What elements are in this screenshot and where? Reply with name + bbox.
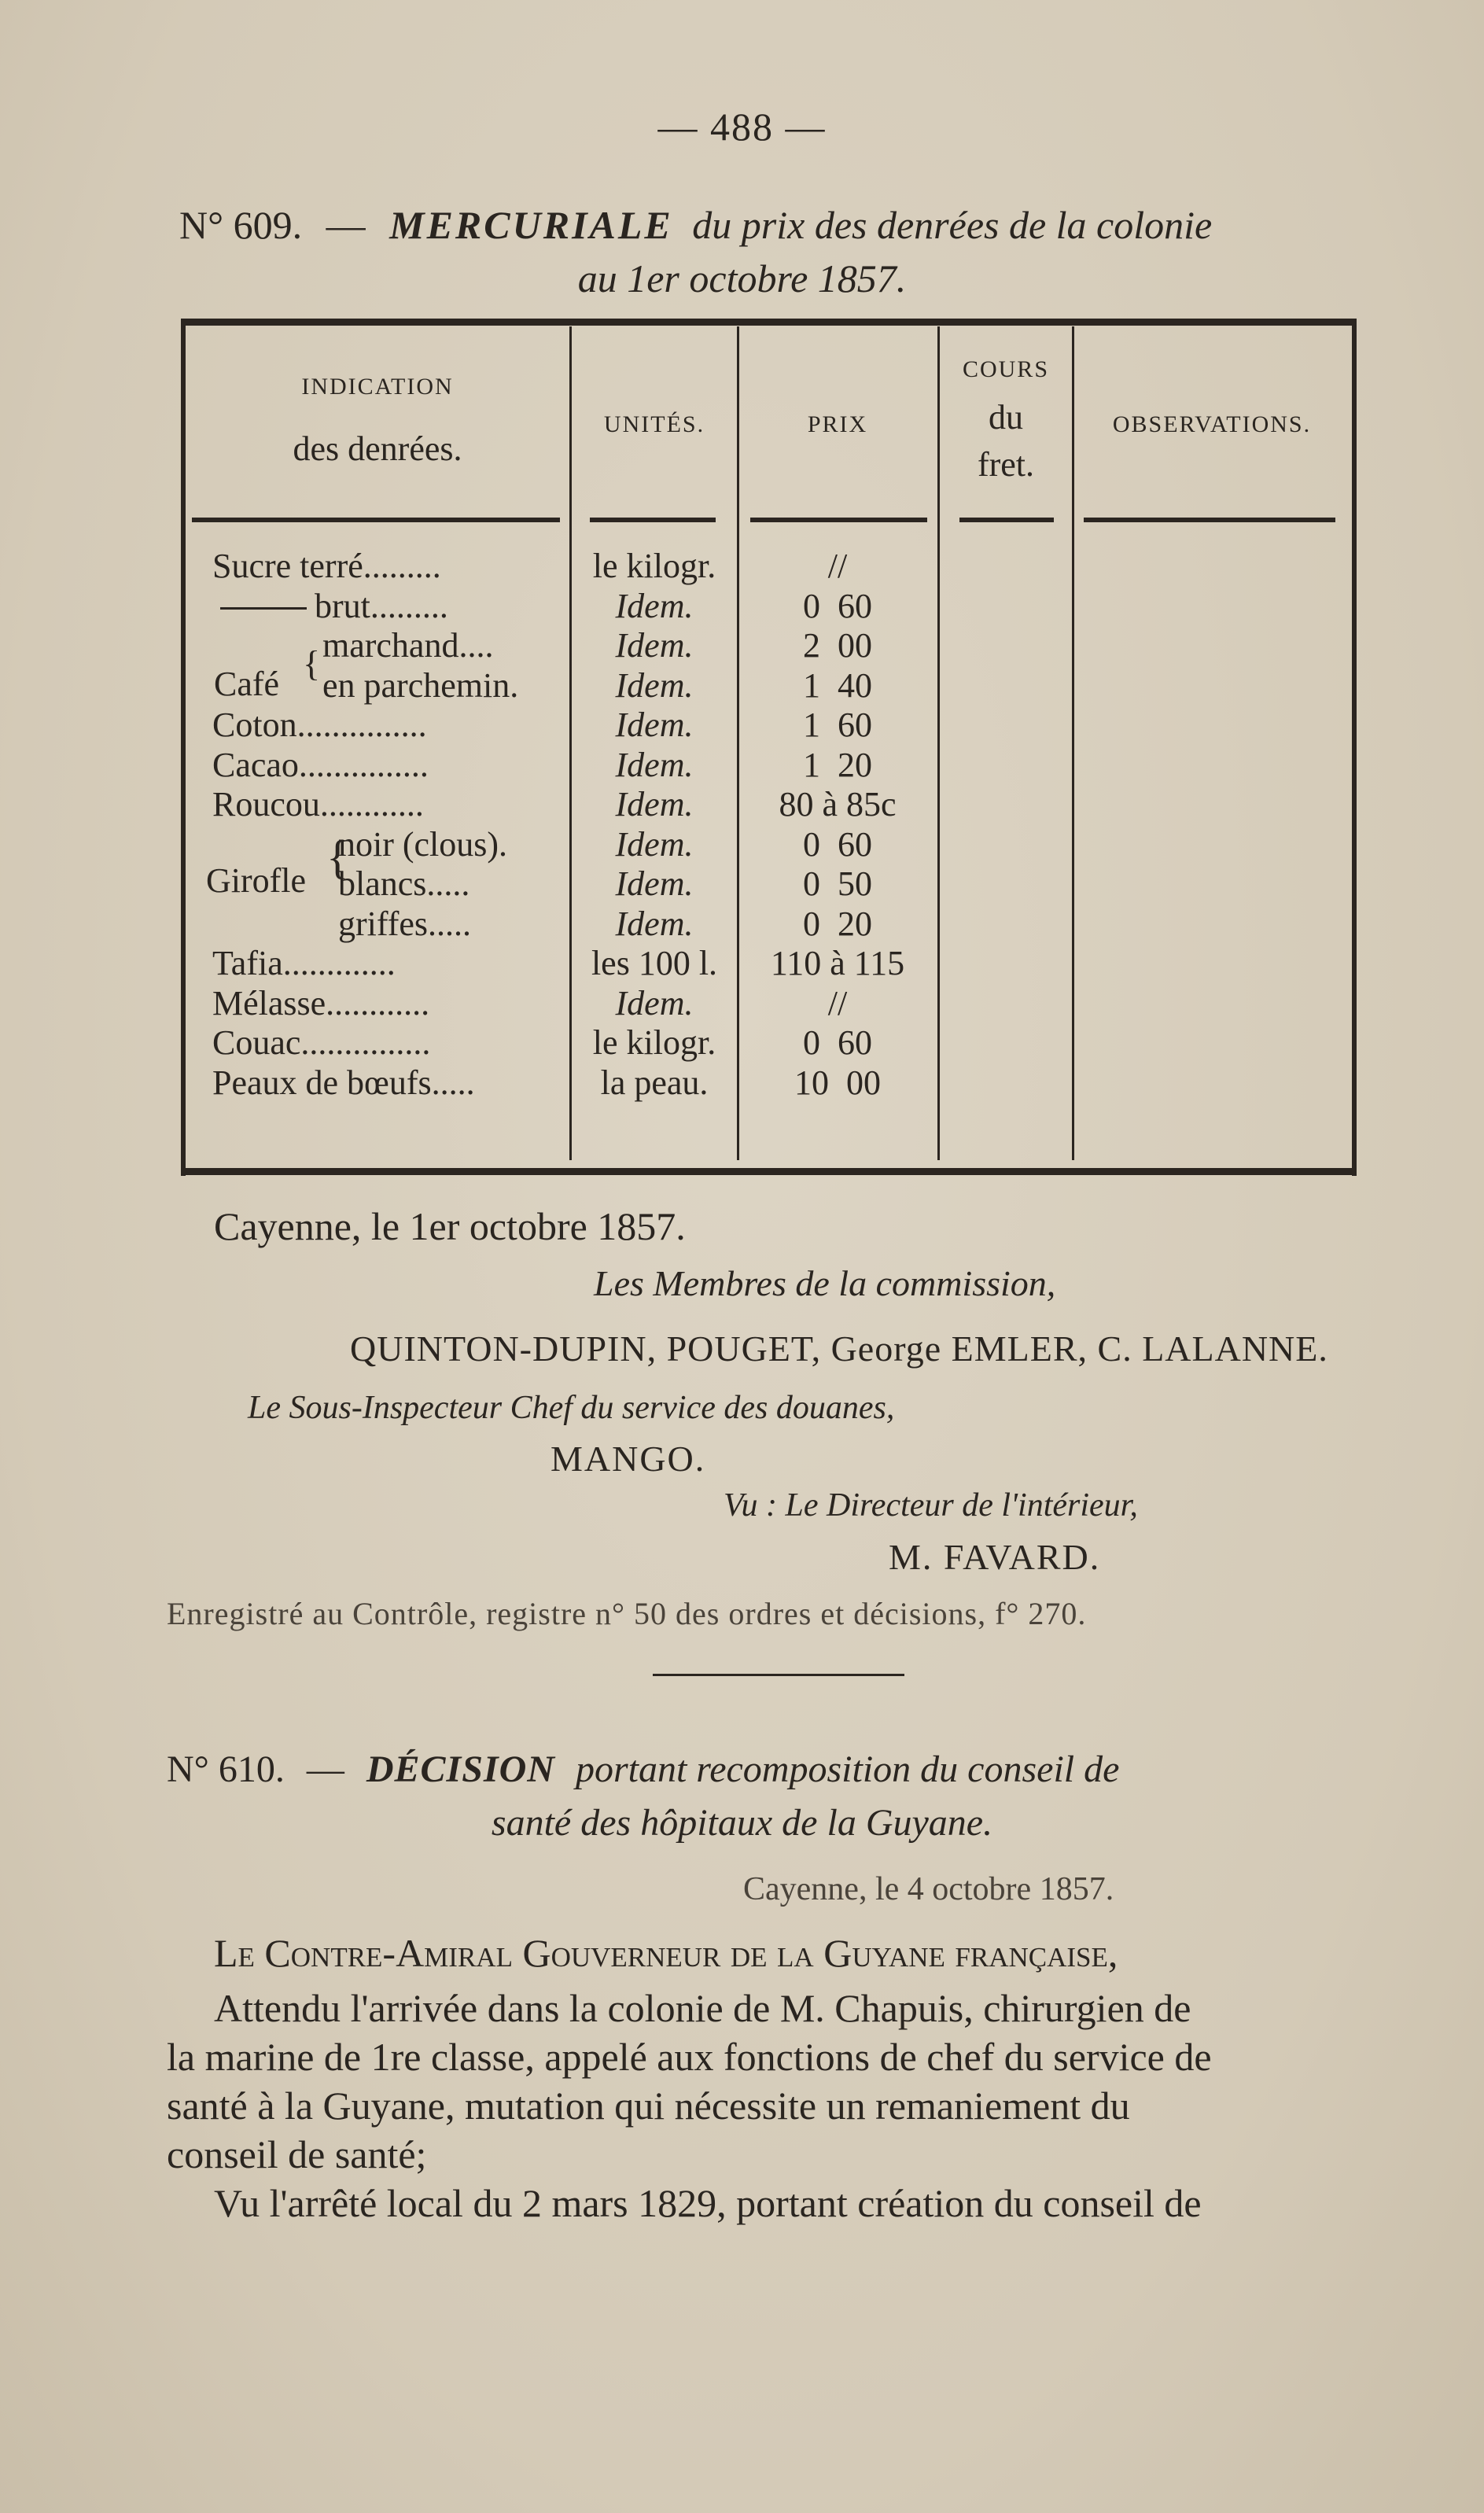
row-unit: Idem. — [615, 745, 694, 784]
row-label: Tafia............. — [212, 944, 396, 982]
row-label: blancs..... — [338, 864, 470, 903]
row-label: noir (clous). — [338, 824, 508, 864]
header-rule-4 — [959, 518, 1054, 522]
section-separator — [653, 1674, 904, 1676]
row-unit: Idem. — [615, 824, 694, 864]
signoff-registration: Enregistré au Contrôle, registre n° 50 des ordres et décisions, f° 270. — [167, 1596, 1087, 1631]
row-price: 0 60 — [803, 586, 872, 625]
doc-610-p3-line1: Vu l'arrêté local du 2 mars 1829, portant création du conseil de — [214, 2181, 1202, 2225]
doc-610-p2-line3: santé à la Guyane, mutation qui nécessite un remaniement du — [167, 2084, 1130, 2128]
row-label: Mélasse............ — [212, 983, 430, 1023]
row-label: griffes..... — [338, 904, 472, 943]
row-label: Coton............... — [212, 706, 427, 744]
doc-609-keyword: MERCURIALE — [389, 203, 673, 247]
doc-610-date: Cayenne, le 4 octobre 1857. — [743, 1871, 1114, 1907]
header-rule-5 — [1084, 518, 1335, 522]
row-price: // — [827, 547, 848, 585]
doc-610-p2-line4: conseil de santé; — [167, 2132, 427, 2176]
row-label: brut......... — [315, 586, 448, 625]
row-price: 1 60 — [803, 706, 872, 744]
header-cours: COURS — [962, 356, 1050, 382]
table-bottom-rule — [181, 1168, 1357, 1175]
signoff-inspector: Le Sous-Inspecteur Chef du service des douanes, — [248, 1390, 895, 1426]
row-price: 80 à 85c — [779, 785, 897, 824]
row-unit: le kilogr. — [592, 1023, 716, 1062]
row-price: 0 50 — [803, 864, 872, 903]
header-unites: UNITÉS. — [603, 411, 705, 437]
ditto-dash — [220, 607, 307, 610]
row-label: marchand.... — [322, 626, 494, 665]
brace-girofle: { — [326, 831, 349, 883]
row-label: Sucre terré......... — [212, 547, 441, 585]
row-label: en parchemin. — [322, 665, 519, 705]
row-unit: Idem. — [615, 626, 694, 665]
row-unit: Idem. — [615, 586, 694, 625]
row-label: Roucou............ — [212, 785, 424, 824]
row-price: 0 60 — [803, 824, 872, 864]
page-number: — 488 — — [657, 105, 827, 149]
group-label-girofle: Girofle — [206, 861, 307, 900]
header-rule-1 — [192, 518, 560, 522]
doc-609-dash: — — [326, 203, 366, 247]
signoff-vu-name: M. FAVARD. — [889, 1537, 1101, 1577]
doc-610-dash: — — [306, 1748, 344, 1790]
table-right-border — [1352, 319, 1357, 1176]
row-price: 2 00 — [803, 626, 872, 665]
row-unit: Idem. — [615, 665, 694, 705]
row-price: // — [827, 983, 848, 1023]
row-price: 1 40 — [803, 665, 872, 705]
mercuriale-table — [181, 319, 1357, 1176]
doc-609-title-line2: au 1er octobre 1857. — [577, 256, 907, 300]
row-price: 0 60 — [803, 1023, 872, 1062]
signoff-inspector-name: MANGO. — [551, 1439, 706, 1479]
doc-610-number: N° 610. — [167, 1748, 285, 1790]
row-unit: Idem. — [615, 706, 694, 744]
doc-610-title-rest: portant recomposition du conseil de — [575, 1748, 1120, 1790]
signoff-names: QUINTON-DUPIN, POUGET, George EMLER, C. LALANNE. — [350, 1328, 1328, 1369]
table-top-rule — [181, 319, 1357, 326]
header-indication: INDICATION — [301, 374, 454, 400]
doc-609-title-rest: du prix des denrées de la colonie — [692, 203, 1213, 247]
brace-cafe: { — [303, 643, 321, 684]
signoff-place-date: Cayenne, le 1er octobre 1857. — [214, 1204, 686, 1248]
row-price: 1 20 — [803, 745, 872, 784]
row-unit: la peau. — [600, 1063, 709, 1102]
row-unit: Idem. — [615, 864, 694, 903]
signoff-members: Les Membres de la commission, — [594, 1263, 1056, 1303]
header-observations: OBSERVATIONS. — [1112, 411, 1312, 437]
row-unit: Idem. — [615, 904, 694, 943]
row-label: Couac............... — [212, 1023, 431, 1062]
row-label: Peaux de bœufs..... — [212, 1063, 475, 1102]
table-left-border — [181, 319, 186, 1176]
doc-610-p1: Le Contre-Amiral Gouverneur de la Guyane française, — [214, 1931, 1118, 1975]
signoff-vu: Vu : Le Directeur de l'intérieur, — [724, 1487, 1138, 1524]
doc-609-number: N° 609. — [179, 203, 303, 247]
doc-610-p2-line1: Attendu l'arrivée dans la colonie de M. Chapuis, chirurgien de — [214, 1986, 1191, 2030]
row-unit: le kilogr. — [592, 547, 716, 585]
group-label-cafe: Café — [214, 665, 280, 703]
row-unit: les 100 l. — [591, 944, 718, 982]
header-fret: fret. — [977, 445, 1035, 484]
doc-609-title-line1 — [179, 197, 1359, 253]
doc-610-title-line2: santé des hôpitaux de la Guyane. — [491, 1802, 993, 1844]
header-denrees: des denrées. — [293, 429, 462, 468]
row-price: 0 20 — [803, 904, 872, 943]
doc-610-keyword: DÉCISION — [366, 1748, 555, 1790]
row-price: 110 à 115 — [770, 944, 905, 982]
col-divider-4 — [1072, 326, 1074, 1160]
doc-610-p2-line2: la marine de 1re classe, appelé aux fonctions de chef du service de — [167, 2035, 1212, 2079]
row-label: Cacao............... — [212, 745, 429, 784]
row-unit: Idem. — [615, 983, 694, 1023]
doc-610-title-line1 — [167, 1741, 1370, 1798]
row-unit: Idem. — [615, 785, 694, 824]
header-rule-2 — [590, 518, 716, 522]
header-prix: PRIX — [807, 411, 868, 437]
header-rule-3 — [750, 518, 927, 522]
header-du: du — [989, 398, 1023, 437]
row-price: 10 00 — [794, 1063, 881, 1102]
